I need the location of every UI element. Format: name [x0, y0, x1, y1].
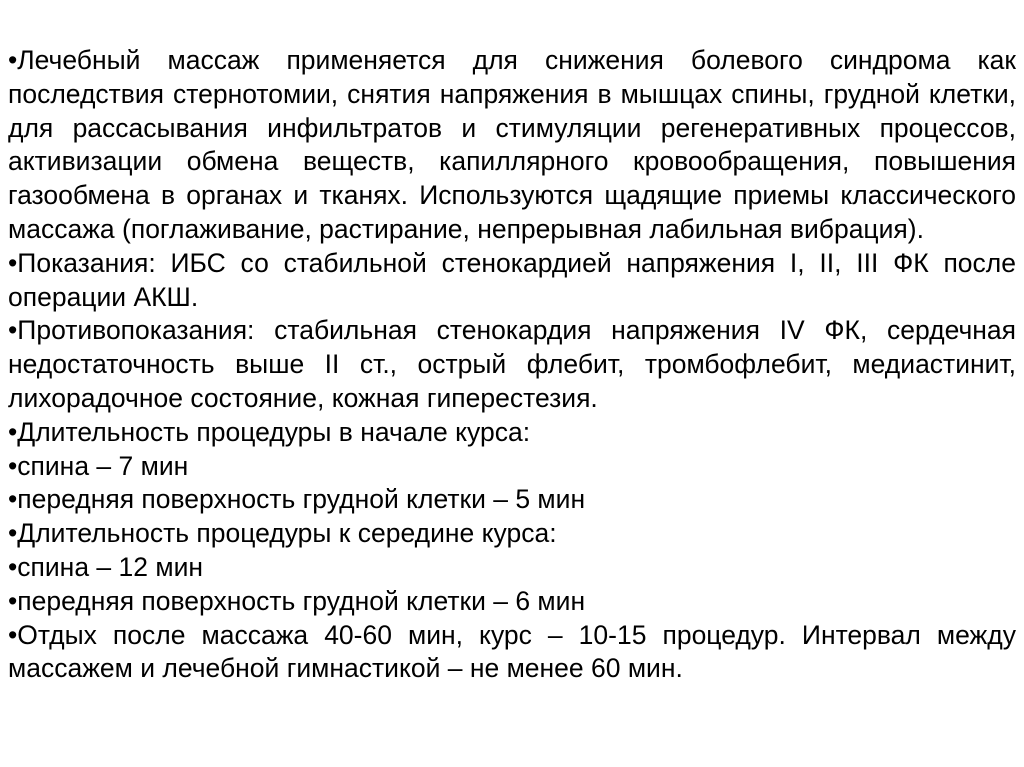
- slide-body: [8, 44, 1016, 686]
- paragraph-duration-start: •Длительность процедуры в начале курса:: [8, 416, 531, 447]
- list-item-back-7: •спина – 7 мин: [8, 450, 189, 481]
- paragraph-contraindications: •Противопоказания: стабильная стенокардия напряжения IV ФК, сердечная недостаточность выше II ст., острый флебит, тромбофлебит, медиастинит, лихорадочное состояние, кожная гиперестезия.: [8, 315, 1016, 413]
- list-item-back-12: •спина – 12 мин: [8, 551, 204, 582]
- list-item-chest-5: •передняя поверхность грудной клетки – 5 мин: [8, 484, 586, 515]
- paragraph-rest-course: •Отдых после массажа 40-60 мин, курс – 10-15 процедур. Интервал между массажем и лечебной гимнастикой – не менее 60 мин.: [8, 619, 1016, 684]
- paragraph-indications: •Показания: ИБС со стабильной стенокардией напряжения I, II, III ФК после операции АКШ.: [8, 247, 1016, 312]
- paragraph-massage-description: •Лечебный массаж применяется для снижения болевого синдрома как последствия стернотомии, снятия напряжения в мышцах спины, грудной клетки, для рассасывания инфильтратов и стимуляции регенеративных процессов, активизации обмена веществ, капиллярного кровообращения, повышения газообмена в органах и тканях. Используются щадящие приемы классического массажа (поглаживание, растирание, непрерывная лабильная вибрация).: [8, 45, 1016, 244]
- list-item-chest-6: •передняя поверхность грудной клетки – 6 мин: [8, 585, 586, 616]
- paragraph-duration-middle: •Длительность процедуры к середине курса:: [8, 518, 557, 549]
